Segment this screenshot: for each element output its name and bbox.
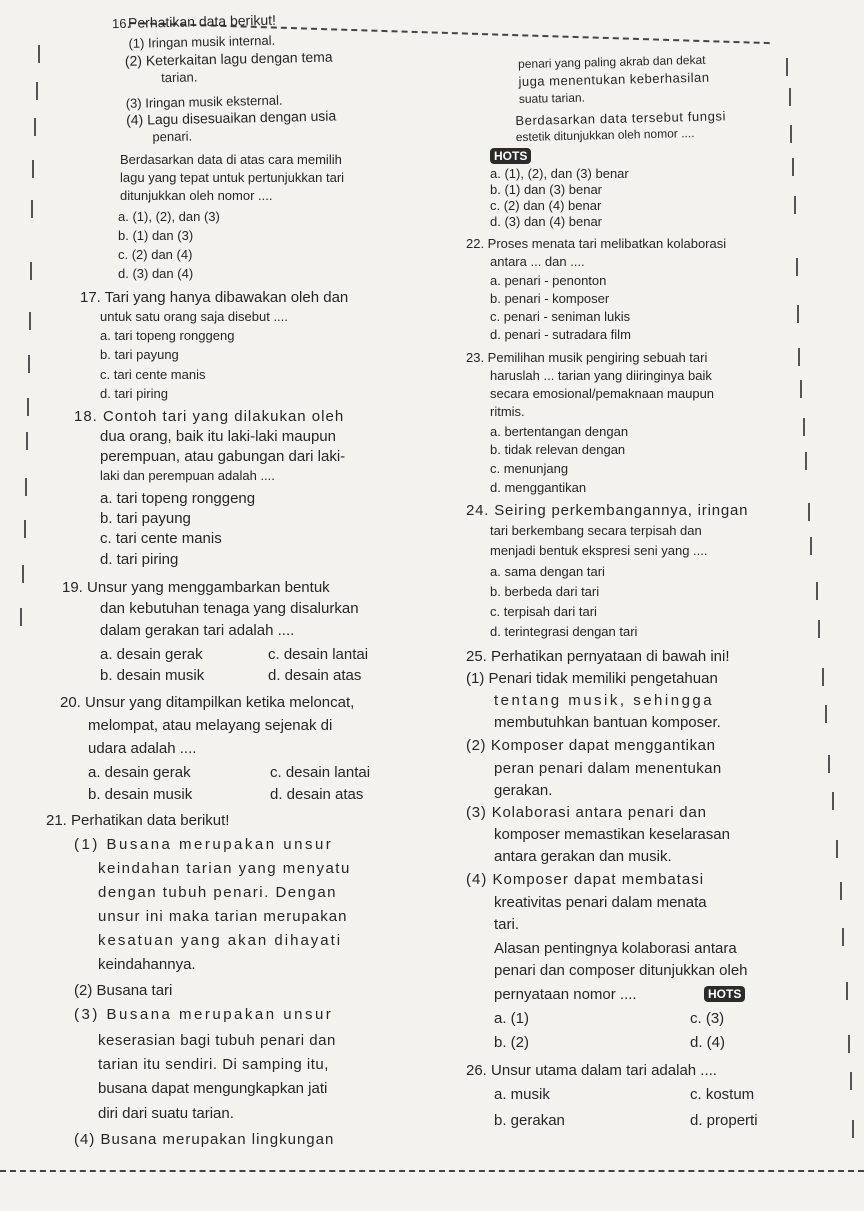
margin-mark bbox=[26, 432, 28, 450]
data-item: (4) Busana merupakan lingkungan bbox=[74, 1131, 335, 1148]
question-stem: 24. Seiring perkembangannya, iringan bbox=[466, 502, 749, 519]
question-stem: 17. Tari yang hanya dibawakan oleh dan bbox=[80, 289, 349, 306]
answer-option: a. penari - penonton bbox=[490, 273, 607, 288]
margin-mark bbox=[850, 1072, 852, 1090]
answer-option: c. desain lantai bbox=[268, 646, 369, 663]
answer-option: d. (4) bbox=[690, 1034, 726, 1051]
question-stem: 21. Perhatikan data berikut! bbox=[46, 812, 230, 829]
question-stem: dalam gerakan tari adalah .... bbox=[100, 622, 295, 639]
bottom-dashed-border bbox=[0, 1170, 864, 1172]
margin-mark bbox=[822, 668, 824, 686]
answer-option: d. menggantikan bbox=[490, 480, 587, 495]
margin-mark bbox=[840, 882, 842, 900]
answer-option: b. tari payung bbox=[100, 510, 191, 527]
question-header: Perhatikan data berikut! bbox=[127, 11, 277, 31]
answer-option: c. penari - seniman lukis bbox=[490, 309, 631, 324]
data-item: (4) Lagu disesuaikan dengan usia bbox=[125, 107, 337, 128]
answer-option: a. desain gerak bbox=[100, 646, 203, 663]
answer-option: d. tari piring bbox=[100, 386, 168, 401]
question-stem: tari berkembang secara terpisah dan bbox=[490, 523, 702, 538]
data-item: (2) Keterkaitan lagu dengan tema bbox=[124, 48, 333, 69]
data-item: diri dari suatu tarian. bbox=[98, 1105, 234, 1122]
statement-item: (4) Komposer dapat membatasi bbox=[466, 871, 705, 888]
question-stem: Alasan pentingnya kolaborasi antara bbox=[494, 940, 737, 957]
answer-option: a. desain gerak bbox=[88, 764, 191, 781]
margin-mark bbox=[803, 418, 805, 436]
answer-option: c. (2) dan (4) bbox=[118, 247, 193, 262]
question-stem: dua orang, baik itu laki-laki maupun bbox=[100, 428, 336, 445]
question-stem: antara ... dan .... bbox=[490, 254, 585, 269]
margin-mark bbox=[25, 478, 27, 496]
margin-mark bbox=[798, 348, 800, 366]
margin-mark bbox=[832, 792, 834, 810]
data-item: tarian itu sendiri. Di samping itu, bbox=[98, 1056, 329, 1073]
margin-mark bbox=[842, 928, 844, 946]
answer-option: b. penari - komposer bbox=[490, 291, 610, 306]
margin-mark bbox=[846, 982, 848, 1000]
statement-item: gerakan. bbox=[494, 782, 553, 799]
data-item: (1) Busana merupakan unsur bbox=[74, 836, 334, 853]
answer-option: a. sama dengan tari bbox=[490, 564, 605, 579]
answer-option: a. bertentangan dengan bbox=[490, 424, 629, 439]
answer-option: d. desain atas bbox=[270, 786, 364, 803]
question-stem: ditunjukkan oleh nomor .... bbox=[120, 188, 273, 203]
question-stem: 25. Perhatikan pernyataan di bawah ini! bbox=[466, 648, 730, 665]
data-item: (3) Iringan musik eksternal. bbox=[125, 92, 283, 111]
margin-mark bbox=[28, 355, 30, 373]
question-16-continued bbox=[0, 0, 864, 162]
answer-option: c. tari cente manis bbox=[100, 367, 206, 382]
answer-option: c. tari cente manis bbox=[100, 530, 222, 547]
question-stem: dan kebutuhan tenaga yang disalurkan bbox=[100, 600, 359, 617]
question-stem: 22. Proses menata tari melibatkan kolaborasi bbox=[466, 236, 727, 251]
question-stem: ritmis. bbox=[490, 404, 525, 419]
margin-mark bbox=[800, 380, 802, 398]
margin-mark bbox=[825, 705, 827, 723]
statement-item: (1) Penari tidak memiliki pengetahuan bbox=[466, 670, 718, 687]
statement-item: (2) Komposer dapat menggantikan bbox=[466, 737, 716, 754]
margin-mark bbox=[22, 565, 24, 583]
data-item: kesatuan yang akan dihayati bbox=[98, 932, 343, 949]
margin-mark bbox=[818, 620, 820, 638]
question-stem: Berdasarkan data di atas cara memilih bbox=[120, 152, 342, 167]
answer-option: b. berbeda dari tari bbox=[490, 584, 600, 599]
data-item-text: juga menentukan keberhasilan bbox=[518, 69, 710, 90]
answer-option: d. desain atas bbox=[268, 667, 362, 684]
answer-option: a. tari topeng ronggeng bbox=[100, 328, 235, 343]
answer-option: b. desain musik bbox=[100, 667, 205, 684]
hots-badge: HOTS bbox=[490, 147, 531, 164]
answer-option: b. (2) bbox=[494, 1034, 530, 1051]
answer-option: c. kostum bbox=[690, 1086, 755, 1103]
statement-item: tari. bbox=[494, 916, 520, 933]
statement-item: membutuhkan bantuan komposer. bbox=[494, 714, 721, 731]
data-item-text: suatu tarian. bbox=[518, 90, 586, 107]
question-stem: estetik ditunjukkan oleh nomor .... bbox=[515, 126, 695, 145]
question-stem: 18. Contoh tari yang dilakukan oleh bbox=[74, 408, 345, 425]
statement-item: komposer memastikan keselarasan bbox=[494, 826, 730, 843]
answer-option: c. desain lantai bbox=[270, 764, 371, 781]
data-item: dengan tubuh penari. Dengan bbox=[98, 884, 338, 901]
answer-option: c. (2) dan (4) benar bbox=[490, 198, 602, 213]
statement-item: tentang musik, sehingga bbox=[494, 692, 715, 709]
margin-mark bbox=[805, 452, 807, 470]
margin-mark bbox=[797, 305, 799, 323]
answer-option: c. menunjang bbox=[490, 461, 569, 476]
data-item: penari. bbox=[152, 128, 193, 145]
question-stem: secara emosional/pemaknaan maupun bbox=[490, 386, 715, 401]
answer-option: d. penari - sutradara film bbox=[490, 327, 631, 342]
answer-option: b. (1) dan (3) bbox=[118, 228, 194, 243]
data-item: busana dapat mengungkapkan jati bbox=[98, 1080, 328, 1097]
margin-mark bbox=[836, 840, 838, 858]
statement-item: (3) Kolaborasi antara penari dan bbox=[466, 804, 707, 821]
question-stem: melompat, atau melayang sejenak di bbox=[88, 717, 333, 734]
question-stem: pernyataan nomor .... bbox=[494, 986, 637, 1003]
margin-mark bbox=[794, 196, 796, 214]
margin-mark bbox=[816, 582, 818, 600]
data-item: (1) Iringan musik internal. bbox=[128, 32, 276, 51]
answer-option: b. (1) dan (3) benar bbox=[490, 182, 603, 197]
margin-mark bbox=[808, 503, 810, 521]
data-item: keserasian bagi tubuh penari dan bbox=[98, 1032, 336, 1049]
data-item: keindahannya. bbox=[98, 956, 196, 973]
answer-option: b. desain musik bbox=[88, 786, 193, 803]
question-stem: menjadi bentuk ekspresi seni yang .... bbox=[490, 543, 708, 558]
question-stem: untuk satu orang saja disebut .... bbox=[100, 309, 288, 324]
data-item: tarian. bbox=[161, 69, 198, 86]
question-stem: Berdasarkan data tersebut fungsi bbox=[515, 108, 727, 129]
answer-option: c. (3) bbox=[690, 1010, 725, 1027]
question-stem: lagu yang tepat untuk pertunjukkan tari bbox=[120, 170, 345, 185]
margin-mark bbox=[796, 258, 798, 276]
statement-item: antara gerakan dan musik. bbox=[494, 848, 672, 865]
statement-item: peran penari dalam menentukan bbox=[494, 760, 722, 777]
answer-option: d. properti bbox=[690, 1112, 758, 1129]
margin-mark bbox=[828, 755, 830, 773]
answer-option: a. musik bbox=[494, 1086, 550, 1103]
data-item: (3) Busana merupakan unsur bbox=[74, 1006, 334, 1023]
margin-mark bbox=[792, 158, 794, 176]
question-stem: 26. Unsur utama dalam tari adalah .... bbox=[466, 1062, 717, 1079]
answer-option: d. tari piring bbox=[100, 551, 179, 568]
answer-option: a. (1), (2), dan (3) benar bbox=[490, 166, 629, 181]
question-stem: udara adalah .... bbox=[88, 740, 197, 757]
answer-option: a. (1), (2), dan (3) bbox=[118, 209, 220, 224]
data-item: (2) Busana tari bbox=[74, 982, 173, 999]
margin-mark bbox=[27, 398, 29, 416]
margin-mark bbox=[20, 608, 22, 626]
answer-option: b. tari payung bbox=[100, 347, 179, 362]
margin-mark bbox=[810, 537, 812, 555]
margin-mark bbox=[848, 1035, 850, 1053]
margin-mark bbox=[852, 1120, 854, 1138]
question-number: 16. bbox=[111, 15, 131, 32]
margin-mark bbox=[29, 312, 31, 330]
question-stem: 23. Pemilihan musik pengiring sebuah tari bbox=[466, 350, 708, 365]
answer-option: a. (1) bbox=[494, 1010, 530, 1027]
answer-option: b. gerakan bbox=[494, 1112, 565, 1129]
question-stem: penari dan composer ditunjukkan oleh bbox=[494, 962, 748, 979]
margin-mark bbox=[24, 520, 26, 538]
answer-option: d. (3) dan (4) bbox=[118, 266, 194, 281]
answer-option: b. tidak relevan dengan bbox=[490, 442, 626, 457]
data-item-text: penari yang paling akrab dan dekat bbox=[517, 52, 706, 72]
statement-item: kreativitas penari dalam menata bbox=[494, 894, 707, 911]
question-stem: 20. Unsur yang ditampilkan ketika meloncat, bbox=[60, 694, 355, 711]
answer-option: a. tari topeng ronggeng bbox=[100, 490, 256, 507]
question-stem: perempuan, atau gabungan dari laki- bbox=[100, 448, 346, 465]
question-stem: haruslah ... tarian yang diiringinya baik bbox=[490, 368, 712, 383]
question-stem: laki dan perempuan adalah .... bbox=[100, 468, 275, 483]
data-item: keindahan tarian yang menyatu bbox=[98, 860, 351, 877]
question-stem: 19. Unsur yang menggambarkan bentuk bbox=[62, 579, 330, 596]
answer-option: d. terintegrasi dengan tari bbox=[490, 624, 638, 639]
hots-badge: HOTS bbox=[704, 985, 745, 1002]
data-item: unsur ini maka tarian merupakan bbox=[98, 908, 348, 925]
answer-option: c. terpisah dari tari bbox=[490, 604, 597, 619]
answer-option: d. (3) dan (4) benar bbox=[490, 214, 603, 229]
